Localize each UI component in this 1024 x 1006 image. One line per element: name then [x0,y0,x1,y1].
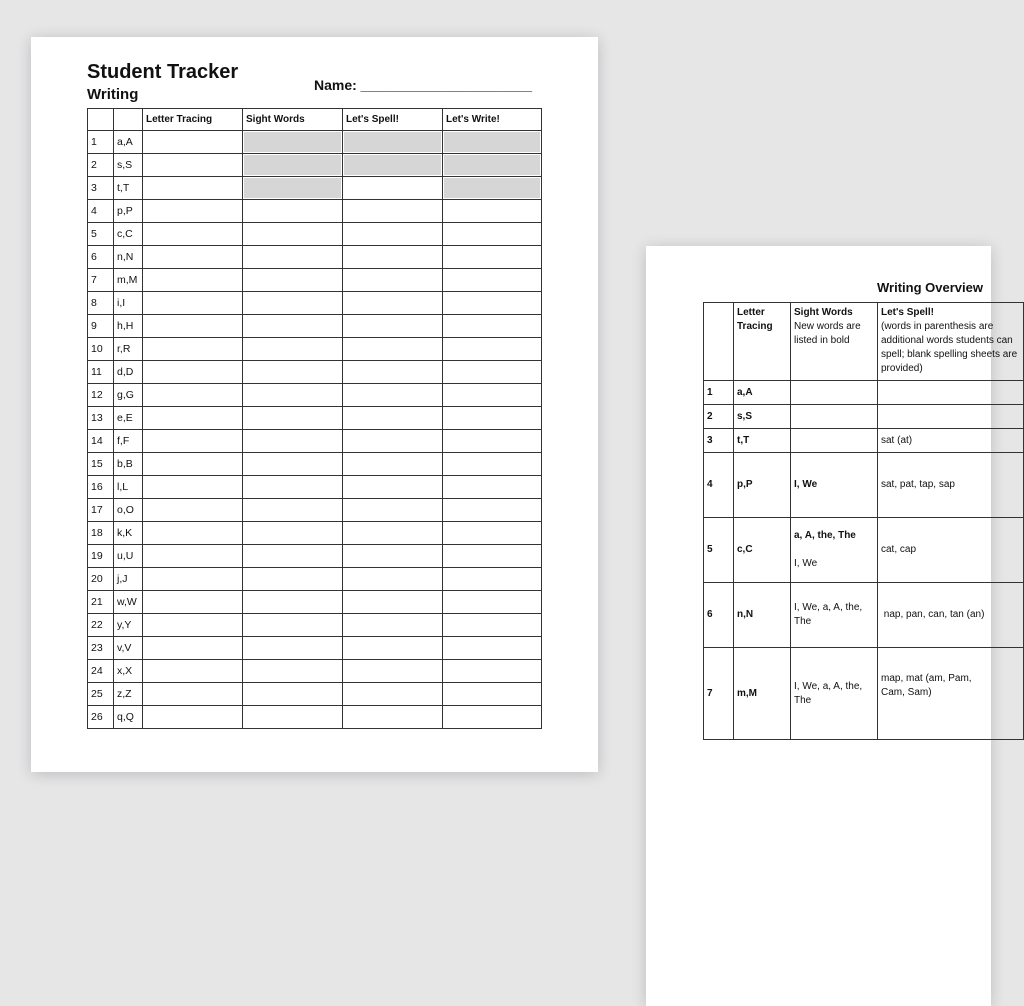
lets-write-cell[interactable] [443,499,542,522]
review-sight-words: I, We [794,558,818,569]
overview-row-letters: c,C [734,518,791,583]
row-letters: t,T [114,177,143,200]
lets-spell-cell[interactable] [343,246,443,269]
overview-sight-words-cell [791,518,878,583]
lets-write-cell[interactable] [443,177,542,200]
lets-write-cell[interactable] [443,614,542,637]
row-letters: j,J [114,568,143,591]
letter-tracing-cell[interactable] [143,499,243,522]
sight-words-cell[interactable] [243,637,343,660]
row-number: 12 [88,384,114,407]
tracker-row [88,660,542,683]
sight-words-cell[interactable] [243,476,343,499]
letter-tracing-cell[interactable] [143,568,243,591]
tracker-row [88,407,542,430]
lets-write-cell[interactable] [443,269,542,292]
lets-write-cell[interactable] [443,430,542,453]
row-letters: b,B [114,453,143,476]
row-number: 22 [88,614,114,637]
lets-write-cell[interactable] [443,706,542,729]
lets-write-cell[interactable] [443,361,542,384]
sight-words-cell[interactable] [243,177,343,200]
overview-row [704,648,1024,740]
review-sight-words: I, We, a, A, the, The [794,680,863,706]
sight-words-cell[interactable] [243,430,343,453]
header-sight-words: Sight Words [243,109,343,131]
row-number: 2 [88,154,114,177]
overview-spell-cell: sat (at) [878,429,1024,453]
tracker-row [88,200,542,223]
tracker-row [88,131,542,154]
row-number: 5 [88,223,114,246]
tracker-table [87,108,542,729]
row-letters: m,M [114,269,143,292]
overview-row-letters: t,T [734,429,791,453]
letter-tracing-cell[interactable] [143,338,243,361]
lets-write-cell[interactable] [443,292,542,315]
sight-words-cell[interactable] [243,361,343,384]
row-letters: e,E [114,407,143,430]
lets-spell-cell[interactable] [343,407,443,430]
row-letters: i,I [114,292,143,315]
lets-spell-cell[interactable] [343,453,443,476]
row-number: 15 [88,453,114,476]
lets-spell-cell[interactable] [343,200,443,223]
header-lets-spell: Let's Spell! [343,109,443,131]
row-letters: d,D [114,361,143,384]
new-sight-words: I, We [794,479,818,490]
overview-row-letters: p,P [734,453,791,518]
overview-row [704,429,1024,453]
lets-write-cell[interactable] [443,338,542,361]
row-letters: g,G [114,384,143,407]
row-letters: n,N [114,246,143,269]
sight-words-cell[interactable] [243,384,343,407]
writing-overview-page [646,246,1018,1006]
lets-spell-cell[interactable] [343,660,443,683]
row-number: 24 [88,660,114,683]
overview-row [704,518,1024,583]
row-letters: s,S [114,154,143,177]
lets-spell-cell[interactable] [343,637,443,660]
lets-write-cell[interactable] [443,476,542,499]
letter-tracing-heading: Letter Tracing [737,307,773,332]
sight-words-note: New words are listed in bold [794,321,861,346]
letter-tracing-cell[interactable] [143,223,243,246]
lets-write-cell[interactable] [443,384,542,407]
overview-spell-cell [878,381,1024,405]
tracker-row [88,384,542,407]
overview-header-sight-words [791,303,878,381]
lets-spell-note: (words in parenthesis are additional words students can spell; blank spelling sheets are provided) [881,321,1018,374]
sight-words-cell[interactable] [243,407,343,430]
overview-sight-words-cell [791,648,878,740]
lets-spell-cell[interactable] [343,223,443,246]
letter-tracing-cell[interactable] [143,660,243,683]
tracker-title: Student Tracker [87,61,239,83]
lets-spell-cell[interactable] [343,591,443,614]
lets-spell-cell[interactable] [343,177,443,200]
lets-spell-cell[interactable] [343,361,443,384]
overview-header-row [704,303,1024,381]
letter-tracing-cell[interactable] [143,614,243,637]
sight-words-cell[interactable] [243,545,343,568]
row-number: 13 [88,407,114,430]
overview-row-number: 6 [704,583,734,648]
sight-words-cell[interactable] [243,223,343,246]
tracker-row [88,453,542,476]
row-number: 20 [88,568,114,591]
letter-tracing-cell[interactable] [143,706,243,729]
lets-write-cell[interactable] [443,131,542,154]
header-letters [114,109,143,131]
overview-row [704,405,1024,429]
row-letters: x,X [114,660,143,683]
lets-spell-cell[interactable] [343,522,443,545]
letter-tracing-cell[interactable] [143,545,243,568]
row-number: 18 [88,522,114,545]
lets-spell-cell[interactable] [343,476,443,499]
sight-words-cell[interactable] [243,499,343,522]
lets-spell-cell[interactable] [343,683,443,706]
row-number: 16 [88,476,114,499]
sight-words-cell[interactable] [243,154,343,177]
sight-words-cell[interactable] [243,706,343,729]
tracker-row [88,269,542,292]
tracker-row [88,292,542,315]
overview-title: Writing Overview [877,280,983,295]
tracker-row [88,476,542,499]
letter-tracing-cell[interactable] [143,292,243,315]
tracker-row [88,545,542,568]
letter-tracing-cell[interactable] [143,154,243,177]
letter-tracing-cell[interactable] [143,637,243,660]
sight-words-cell[interactable] [243,200,343,223]
sight-words-cell[interactable] [243,338,343,361]
letter-tracing-cell[interactable] [143,131,243,154]
lets-spell-cell[interactable] [343,568,443,591]
lets-spell-cell[interactable] [343,430,443,453]
tracker-row [88,154,542,177]
lets-write-cell[interactable] [443,591,542,614]
sight-words-cell[interactable] [243,453,343,476]
lets-write-cell[interactable] [443,637,542,660]
row-letters: o,O [114,499,143,522]
row-number: 7 [88,269,114,292]
lets-write-cell[interactable] [443,315,542,338]
tracker-row [88,683,542,706]
sight-words-cell[interactable] [243,315,343,338]
lets-spell-cell[interactable] [343,292,443,315]
tracker-row [88,315,542,338]
overview-row-number: 5 [704,518,734,583]
overview-spell-cell: cat, cap [878,518,1024,583]
row-letters: z,Z [114,683,143,706]
overview-header-letter-tracing [734,303,791,381]
tracker-row [88,430,542,453]
lets-spell-cell[interactable] [343,269,443,292]
row-letters: a,A [114,131,143,154]
overview-row-letters: m,M [734,648,791,740]
letter-tracing-cell[interactable] [143,591,243,614]
row-letters: q,Q [114,706,143,729]
row-letters: v,V [114,637,143,660]
overview-sight-words-cell [791,405,878,429]
sight-words-cell[interactable] [243,269,343,292]
lets-write-cell[interactable] [443,568,542,591]
new-sight-words: a, A, the, The [794,530,856,541]
tracker-row [88,361,542,384]
tracker-header-row [88,109,542,131]
row-number: 3 [88,177,114,200]
lets-write-cell[interactable] [443,407,542,430]
letter-tracing-cell[interactable] [143,315,243,338]
overview-row-letters: n,N [734,583,791,648]
row-letters: u,U [114,545,143,568]
tracker-row [88,499,542,522]
lets-spell-cell[interactable] [343,338,443,361]
sight-words-cell[interactable] [243,522,343,545]
sight-words-cell[interactable] [243,660,343,683]
overview-row-number: 2 [704,405,734,429]
overview-sight-words-cell [791,429,878,453]
tracker-row [88,246,542,269]
tracker-row [88,637,542,660]
sight-words-cell[interactable] [243,591,343,614]
row-number: 23 [88,637,114,660]
sight-words-cell[interactable] [243,292,343,315]
header-lets-write: Let's Write! [443,109,542,131]
row-letters: p,P [114,200,143,223]
lets-spell-cell[interactable] [343,706,443,729]
overview-row [704,453,1024,518]
tracker-row [88,591,542,614]
letter-tracing-cell[interactable] [143,430,243,453]
header-letter-tracing: Letter Tracing [143,109,243,131]
lets-spell-cell[interactable] [343,614,443,637]
row-letters: l,L [114,476,143,499]
row-number: 21 [88,591,114,614]
row-number: 6 [88,246,114,269]
tracker-row [88,338,542,361]
letter-tracing-cell[interactable] [143,522,243,545]
review-sight-words: I, We, a, A, the, The [794,602,863,627]
lets-spell-cell[interactable] [343,545,443,568]
overview-spell-cell: map, mat (am, Pam, Cam, Sam) [878,648,1024,740]
row-number: 1 [88,131,114,154]
letter-tracing-cell[interactable] [143,407,243,430]
overview-spell-cell: sat, pat, tap, sap [878,453,1024,518]
row-number: 11 [88,361,114,384]
overview-row [704,583,1024,648]
tracker-row [88,706,542,729]
lets-spell-cell[interactable] [343,499,443,522]
sight-words-heading: Sight Words [794,307,853,318]
overview-row-number: 1 [704,381,734,405]
overview-row-letters: a,A [734,381,791,405]
letter-tracing-cell[interactable] [143,200,243,223]
letter-tracing-cell[interactable] [143,476,243,499]
row-number: 19 [88,545,114,568]
row-letters: f,F [114,430,143,453]
letter-tracing-cell[interactable] [143,683,243,706]
tracker-row [88,177,542,200]
lets-write-cell[interactable] [443,223,542,246]
tracker-row [88,223,542,246]
lets-write-cell[interactable] [443,154,542,177]
row-number: 25 [88,683,114,706]
overview-header-number [704,303,734,381]
row-number: 14 [88,430,114,453]
lets-spell-heading: Let's Spell! [881,307,934,318]
row-letters: w,W [114,591,143,614]
overview-spell-cell: nap, pan, can, tan (an) [878,583,1024,648]
header-number [88,109,114,131]
name-field-label: Name: ______________________ [314,77,532,93]
tracker-subtitle: Writing [87,86,139,103]
row-letters: c,C [114,223,143,246]
row-number: 4 [88,200,114,223]
lets-write-cell[interactable] [443,200,542,223]
row-number: 26 [88,706,114,729]
tracker-row [88,614,542,637]
letter-tracing-cell[interactable] [143,269,243,292]
row-letters: h,H [114,315,143,338]
overview-spell-cell [878,405,1024,429]
lets-spell-cell[interactable] [343,315,443,338]
overview-table [703,302,1024,740]
overview-row-number: 7 [704,648,734,740]
lets-write-cell[interactable] [443,683,542,706]
lets-write-cell[interactable] [443,660,542,683]
overview-header-lets-spell [878,303,1024,381]
lets-write-cell[interactable] [443,522,542,545]
sight-words-cell[interactable] [243,568,343,591]
row-letters: r,R [114,338,143,361]
tracker-row [88,522,542,545]
overview-row-letters: s,S [734,405,791,429]
letter-tracing-cell[interactable] [143,384,243,407]
overview-sight-words-cell [791,453,878,518]
row-number: 10 [88,338,114,361]
overview-sight-words-cell [791,381,878,405]
letter-tracing-cell[interactable] [143,177,243,200]
tracker-row [88,568,542,591]
letter-tracing-cell[interactable] [143,361,243,384]
student-tracker-page [31,37,598,772]
lets-spell-cell[interactable] [343,131,443,154]
letter-tracing-cell[interactable] [143,246,243,269]
overview-row-number: 3 [704,429,734,453]
overview-row-number: 4 [704,453,734,518]
lets-spell-cell[interactable] [343,154,443,177]
row-letters: y,Y [114,614,143,637]
lets-write-cell[interactable] [443,246,542,269]
row-number: 17 [88,499,114,522]
row-letters: k,K [114,522,143,545]
sight-words-cell[interactable] [243,614,343,637]
lets-spell-cell[interactable] [343,384,443,407]
overview-sight-words-cell [791,583,878,648]
lets-write-cell[interactable] [443,453,542,476]
letter-tracing-cell[interactable] [143,453,243,476]
sight-words-cell[interactable] [243,131,343,154]
sight-words-cell[interactable] [243,683,343,706]
overview-row [704,381,1024,405]
row-number: 9 [88,315,114,338]
sight-words-cell[interactable] [243,246,343,269]
lets-write-cell[interactable] [443,545,542,568]
row-number: 8 [88,292,114,315]
